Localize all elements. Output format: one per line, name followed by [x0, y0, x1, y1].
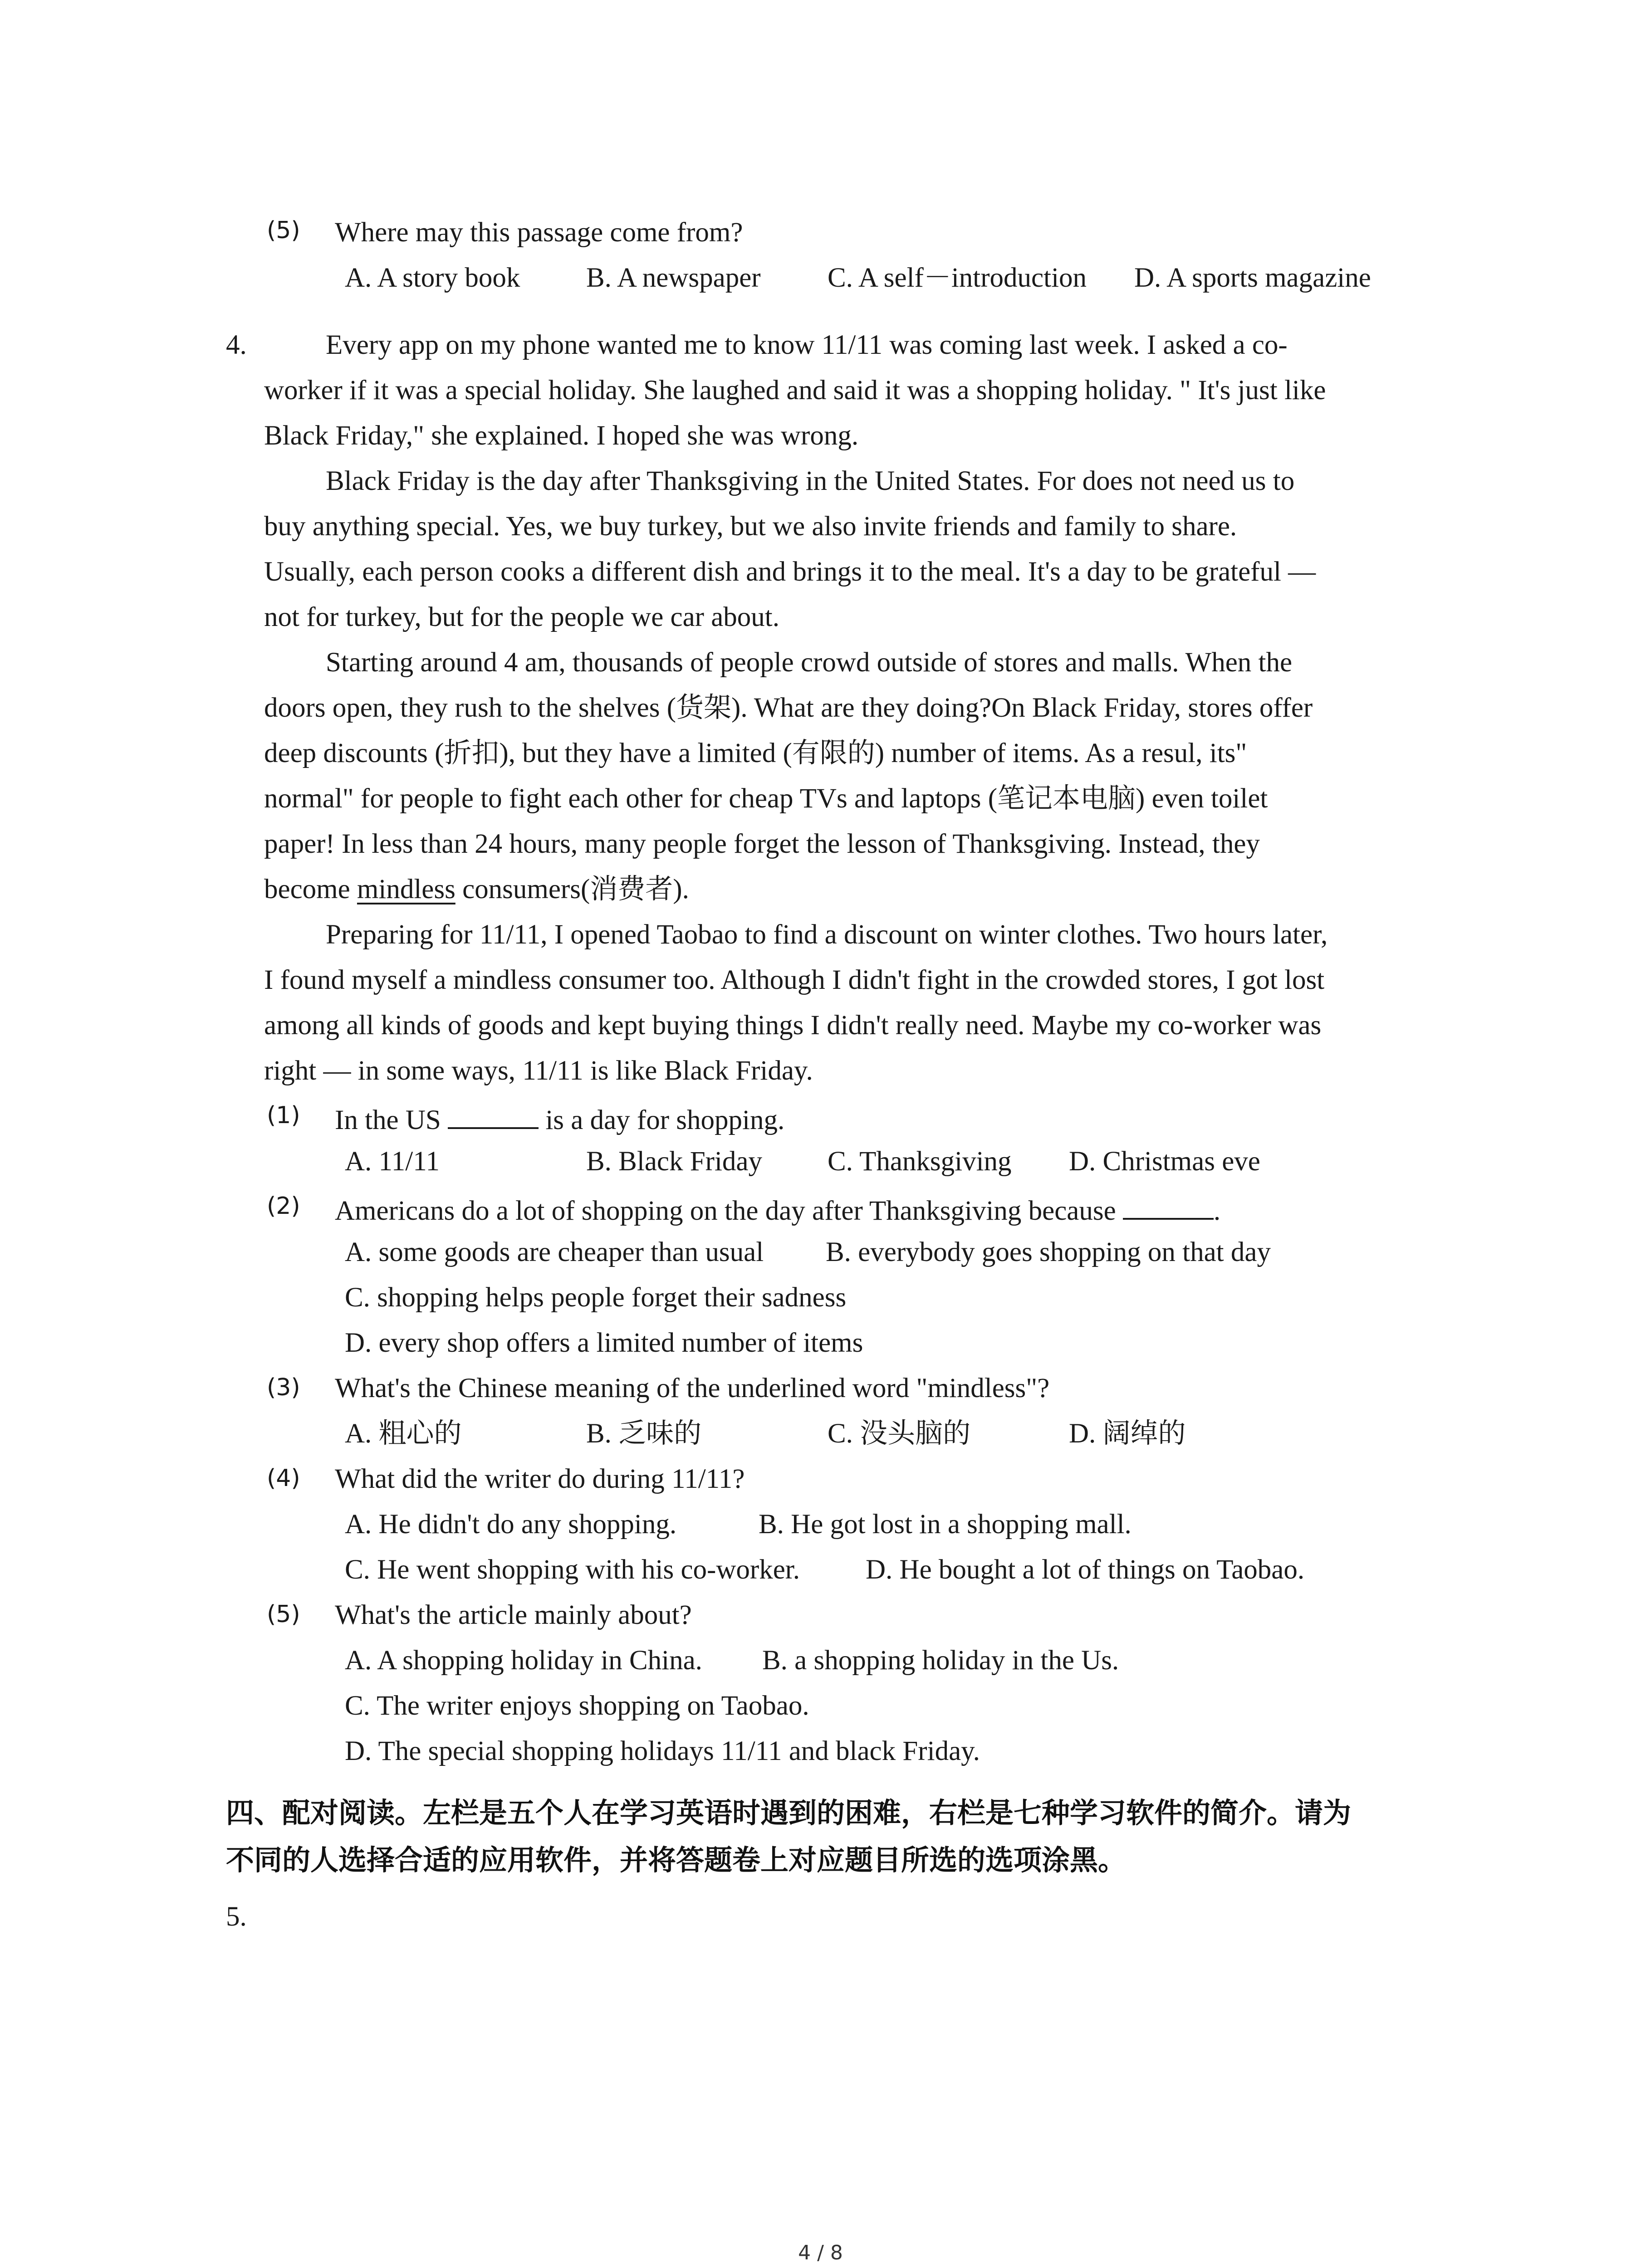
option-b: B. a shopping holiday in the Us.	[762, 1645, 1119, 1676]
option-c: C. He went shopping with his co-worker.	[345, 1554, 800, 1585]
passage-line: not for turkey, but for the people we car about.	[264, 602, 780, 632]
option-a: A. 11/11	[345, 1146, 440, 1177]
question-text-part: is a day for shopping.	[539, 1105, 785, 1135]
answer-blank	[448, 1102, 539, 1129]
passage-line: I found myself a mindless consumer too. Although I didn't fight in the crowded stores, I got lost	[264, 965, 1325, 995]
passage-number: 4.	[226, 330, 247, 360]
option-a: A. He didn't do any shopping.	[345, 1509, 677, 1540]
question-text: What did the writer do during 11/11?	[335, 1464, 745, 1494]
option-d: D. 阔绰的	[1069, 1418, 1186, 1449]
option-c: C. Thanksgiving	[828, 1146, 1012, 1177]
option-d: D. He bought a lot of things on Taobao.	[866, 1554, 1305, 1585]
section-heading-line: 四、配对阅读。左栏是五个人在学习英语时遇到的困难，右栏是七种学习软件的简介。请为	[226, 1796, 1352, 1829]
passage-line: normal" for people to fight each other for cheap TVs and laptops (笔记本电脑) even toilet	[264, 783, 1268, 814]
passage-line: Black Friday is the day after Thanksgiving in the United States. For does not need us to	[326, 466, 1295, 496]
option-d: D. A sports magazine	[1134, 263, 1371, 293]
underlined-word: mindless	[357, 874, 456, 904]
option-a: A. A shopping holiday in China.	[345, 1645, 702, 1676]
option-d: D. Christmas eve	[1069, 1146, 1260, 1177]
option-c: C. A self－introduction	[828, 263, 1087, 293]
prev-question-number: (5)	[267, 217, 300, 244]
question-text-part: .	[1213, 1195, 1221, 1226]
answer-blank	[1123, 1193, 1214, 1220]
passage-line: worker if it was a special holiday. She laughed and said it was a shopping holiday. " It's just like	[264, 375, 1326, 406]
question-number: (2)	[267, 1193, 300, 1220]
option-d: D. The special shopping holidays 11/11 and black Friday.	[345, 1736, 980, 1766]
passage-line: Starting around 4 am, thousands of people crowd outside of stores and malls. When the	[326, 647, 1293, 678]
option-a: A. 粗心的	[345, 1418, 462, 1449]
passage-number: 5.	[226, 1901, 247, 1932]
option-c: C. 没头脑的	[828, 1418, 971, 1449]
passage-line: right — in some ways, 11/11 is like Black Friday.	[264, 1056, 813, 1086]
question-text: What's the article mainly about?	[335, 1600, 692, 1630]
passage-line: buy anything special. Yes, we buy turkey, but we also invite friends and family to share.	[264, 511, 1237, 542]
passage-line: paper! In less than 24 hours, many people forget the lesson of Thanksgiving. Instead, they	[264, 829, 1260, 859]
option-b: B. everybody goes shopping on that day	[826, 1237, 1271, 1267]
question-text	[335, 1102, 784, 1134]
option-a: A. some goods are cheaper than usual	[345, 1237, 764, 1267]
page-number: 4 / 8	[798, 2241, 843, 2264]
passage-line: Preparing for 11/11, I opened Taobao to find a discount on winter clothes. Two hours later,	[326, 919, 1328, 950]
question-text-part: Americans do a lot of shopping on the day after Thanksgiving because	[335, 1195, 1123, 1226]
passage-line: Every app on my phone wanted me to know 11/11 was coming last week. I asked a co-	[326, 330, 1288, 360]
question-number: (1)	[267, 1102, 300, 1129]
passage-line: deep discounts (折扣), but they have a limited (有限的) number of items. As a resul, its"	[264, 738, 1247, 768]
option-b: B. He got lost in a shopping mall.	[759, 1509, 1132, 1540]
option-c: C. The writer enjoys shopping on Taobao.	[345, 1691, 809, 1721]
option-d: D. every shop offers a limited number of items	[345, 1328, 863, 1358]
passage-line: doors open, they rush to the shelves (货架). What are they doing?On Black Friday, stores offer	[264, 693, 1313, 723]
passage-line	[264, 875, 689, 903]
option-b: B. 乏味的	[586, 1418, 702, 1449]
question-text: What's the Chinese meaning of the underlined word "mindless"?	[335, 1373, 1050, 1403]
option-b: B. Black Friday	[586, 1146, 762, 1177]
question-text-part: In the US	[335, 1105, 448, 1135]
question-number: (3)	[267, 1374, 300, 1401]
option-b: B. A newspaper	[586, 263, 761, 293]
option-a: A. A story book	[345, 263, 520, 293]
passage-line: Black Friday," she explained. I hoped she was wrong.	[264, 420, 859, 451]
passage-text: consumers(消费者).	[455, 874, 689, 904]
section-heading-line: 不同的人选择合适的应用软件，并将答题卷上对应题目所选的选项涂黑。	[226, 1843, 1127, 1877]
passage-line: among all kinds of goods and kept buying things I didn't really need. Maybe my co-worker was	[264, 1010, 1322, 1041]
option-c: C. shopping helps people forget their sadness	[345, 1282, 847, 1313]
question-number: (5)	[267, 1601, 300, 1628]
passage-line: Usually, each person cooks a different dish and brings it to the meal. It's a day to be grateful —	[264, 557, 1316, 587]
question-number: (4)	[267, 1465, 300, 1492]
question-text	[335, 1193, 1220, 1225]
passage-text: become	[264, 874, 357, 904]
prev-question-text: Where may this passage come from?	[335, 217, 743, 248]
